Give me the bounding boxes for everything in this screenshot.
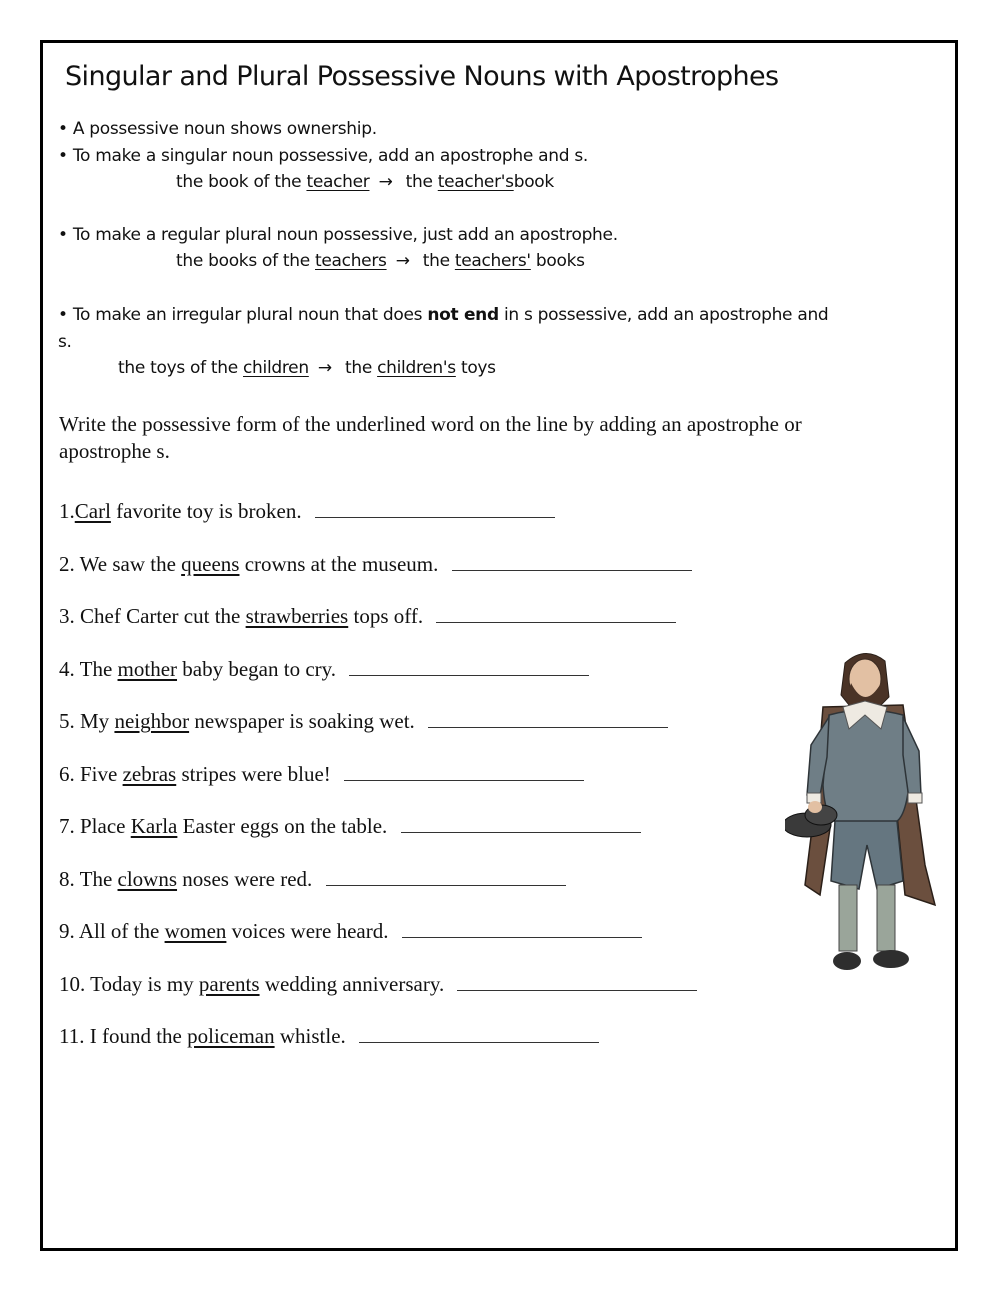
question-text: crowns at the museum. bbox=[244, 552, 439, 576]
example-before-text: the toys of the bbox=[118, 358, 238, 378]
example-before-word: teacher bbox=[306, 172, 370, 192]
example-before-text: the book of the bbox=[176, 172, 302, 192]
worksheet-title: Singular and Plural Possessive Nouns with Apostrophes bbox=[65, 61, 779, 92]
rule-possessive-definition bbox=[58, 119, 377, 139]
question-text: wedding anniversary. bbox=[264, 972, 445, 996]
question-11 bbox=[59, 1024, 599, 1049]
question-3 bbox=[59, 604, 676, 629]
question-number: 11. bbox=[59, 1024, 85, 1048]
answer-line[interactable] bbox=[457, 989, 697, 991]
answer-line[interactable] bbox=[344, 779, 584, 781]
example-after-word: children's bbox=[377, 358, 456, 378]
question-text: stripes were blue! bbox=[181, 762, 331, 786]
bullet: • bbox=[58, 119, 68, 139]
question-number: 9. bbox=[59, 919, 75, 943]
question-text: baby began to cry. bbox=[182, 657, 337, 681]
question-number: 2. bbox=[59, 552, 75, 576]
underlined-word: women bbox=[164, 919, 227, 943]
answer-line[interactable] bbox=[359, 1041, 599, 1043]
example-before-word: children bbox=[243, 358, 309, 378]
rule-text: To make an irregular plural noun that does bbox=[72, 305, 423, 325]
example-irregular-plural bbox=[118, 358, 496, 378]
arrow-right-icon: → bbox=[378, 172, 393, 192]
bullet: • bbox=[58, 305, 68, 325]
rule-text-emphasis: not end bbox=[427, 305, 499, 325]
underlined-word: Carl bbox=[74, 499, 111, 523]
example-after-suffix: book bbox=[513, 172, 554, 192]
example-after-text: the bbox=[422, 251, 450, 271]
question-9 bbox=[59, 919, 642, 944]
question-number: 5. bbox=[59, 709, 75, 733]
worksheet-page bbox=[40, 40, 958, 1251]
underlined-word: queens bbox=[181, 552, 240, 576]
example-after-text: the bbox=[405, 172, 433, 192]
underlined-word: zebras bbox=[122, 762, 177, 786]
arrow-right-icon: → bbox=[395, 251, 410, 271]
example-after-word: teachers' bbox=[454, 251, 531, 271]
question-text: voices were heard. bbox=[231, 919, 389, 943]
question-6 bbox=[59, 762, 584, 787]
rule-text: To make a regular plural noun possessive, just add an apostrophe. bbox=[72, 225, 618, 245]
question-text: Easter eggs on the table. bbox=[182, 814, 388, 838]
pilgrim-man-illustration bbox=[785, 645, 945, 990]
answer-line[interactable] bbox=[315, 516, 555, 518]
example-singular bbox=[176, 172, 554, 192]
arrow-right-icon: → bbox=[317, 358, 332, 378]
question-4 bbox=[59, 657, 589, 682]
question-7 bbox=[59, 814, 641, 839]
question-text: favorite toy is broken. bbox=[116, 499, 302, 523]
question-text: Chef Carter cut the bbox=[80, 604, 241, 628]
question-8 bbox=[59, 867, 566, 892]
question-text: Place bbox=[80, 814, 126, 838]
underlined-word: policeman bbox=[187, 1024, 275, 1048]
question-text: noses were red. bbox=[182, 867, 313, 891]
question-number: 7. bbox=[59, 814, 75, 838]
underlined-word: parents bbox=[198, 972, 260, 996]
answer-line[interactable] bbox=[401, 831, 641, 833]
underlined-word: Karla bbox=[130, 814, 178, 838]
underlined-word: clowns bbox=[117, 867, 178, 891]
bullet: • bbox=[58, 225, 68, 245]
rule-text: A possessive noun shows ownership. bbox=[72, 119, 377, 139]
instructions: Write the possessive form of the underlined word on the line by adding an apostrophe or apostrophe s. bbox=[59, 412, 802, 463]
example-after-suffix: toys bbox=[460, 358, 496, 378]
rule-text: To make a singular noun possessive, add an apostrophe and s. bbox=[72, 146, 588, 166]
question-text: Today is my bbox=[90, 972, 194, 996]
question-text: The bbox=[79, 867, 113, 891]
question-text: Five bbox=[80, 762, 118, 786]
example-regular-plural bbox=[176, 251, 585, 271]
rule-text: in s possessive, add an apostrophe and bbox=[503, 305, 829, 325]
question-number: 8. bbox=[59, 867, 75, 891]
example-before-text: the books of the bbox=[176, 251, 310, 271]
question-5 bbox=[59, 709, 668, 734]
rule-singular bbox=[58, 146, 588, 166]
rule-irregular-wrap: s. bbox=[58, 332, 72, 352]
example-after-word: teacher's bbox=[437, 172, 514, 192]
underlined-word: mother bbox=[117, 657, 178, 681]
answer-line[interactable] bbox=[436, 621, 676, 623]
pilgrim-icon bbox=[785, 645, 945, 990]
bullet: • bbox=[58, 146, 68, 166]
question-number: 4. bbox=[59, 657, 75, 681]
question-number: 1. bbox=[59, 499, 75, 523]
answer-line[interactable] bbox=[326, 884, 566, 886]
question-text: We saw the bbox=[79, 552, 176, 576]
underlined-word: strawberries bbox=[245, 604, 349, 628]
underlined-word: neighbor bbox=[114, 709, 190, 733]
rule-regular-plural bbox=[58, 225, 618, 245]
answer-line[interactable] bbox=[402, 936, 642, 938]
example-after-text: the bbox=[344, 358, 372, 378]
question-number: 10. bbox=[59, 972, 86, 996]
question-2 bbox=[59, 552, 692, 577]
answer-line[interactable] bbox=[452, 569, 692, 571]
question-text: The bbox=[79, 657, 113, 681]
answer-line[interactable] bbox=[428, 726, 668, 728]
example-before-word: teachers bbox=[315, 251, 387, 271]
example-after-suffix: books bbox=[535, 251, 585, 271]
question-10 bbox=[59, 972, 697, 997]
question-text: All of the bbox=[78, 919, 160, 943]
question-text: newspaper is soaking wet. bbox=[194, 709, 415, 733]
answer-line[interactable] bbox=[349, 674, 589, 676]
question-text: I found the bbox=[89, 1024, 182, 1048]
question-1 bbox=[59, 499, 555, 524]
question-number: 6. bbox=[59, 762, 75, 786]
question-text: My bbox=[80, 709, 110, 733]
question-text: whistle. bbox=[279, 1024, 346, 1048]
question-text: tops off. bbox=[353, 604, 424, 628]
rule-irregular-plural bbox=[58, 305, 828, 325]
question-number: 3. bbox=[59, 604, 75, 628]
